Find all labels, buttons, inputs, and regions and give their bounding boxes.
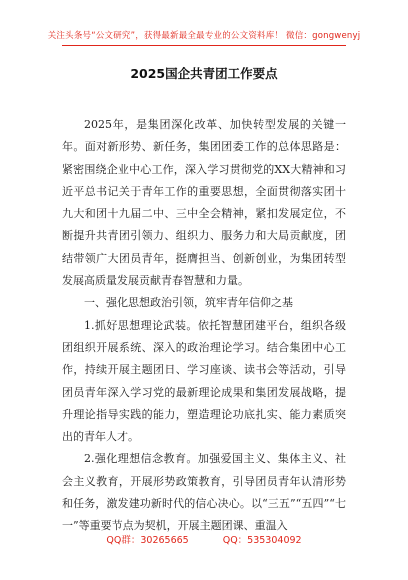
document-body <box>62 114 346 538</box>
qq-number: QQ：535304092 <box>222 535 302 546</box>
qq-group: QQ群：30265665 <box>106 535 189 546</box>
item-paragraph-2: 2.强化理想信念教育。加强爱国主义、集体主义、社会主义教育，开展形势政策教育，引导团员青年认清形势和任务，激发建功新时代的信心决心。以“三五”“五四”“七一”等重要节点为契机，开展主题团课、重温入 <box>62 452 346 533</box>
header-note: 关注头条号“公文研究”，获得最新最全最专业的公文资料库！ 微信：gongwenyj <box>47 31 361 41</box>
document-title: 2025国企共青团工作要点 <box>130 66 278 81</box>
footer-contact <box>0 532 408 546</box>
section-heading-1: 一、强化思想政治引领，筑牢青年信仰之基 <box>84 296 293 310</box>
intro-paragraph: 2025年，是集团深化改革、加快转型发展的关键一年。面对新形势、新任务，集团团委工作的总体思路是：紧密围绕企业中心工作，深入学习贯彻党的XX大精神和习近平总书记关于青年工作的重要思想，全面贯彻落实团十九大和团十九届二中、三中全会精神，紧扣发展定位，不断提升共青团引领力、组织力、服务力和大局贡献度，团结带领广大团员青年，挺膺担当、创新创业，为集团转型发展高质量发展贡献青春智慧和力量。 <box>62 118 346 288</box>
item-paragraph-1: 1.抓好思想理论武装。依托智慧团建平台，组织各级团组织开展系统、深入的政治理论学习。结合集团中心工作，持续开展主题团日、学习座谈、读书会等活动，引导团员青年深入学习党的最新理论成果和集团发展战略，提升理论指导实践的能力，塑造理论功底扎实、能力素质突出的青年人才。 <box>62 318 346 444</box>
header-divider <box>62 45 346 46</box>
